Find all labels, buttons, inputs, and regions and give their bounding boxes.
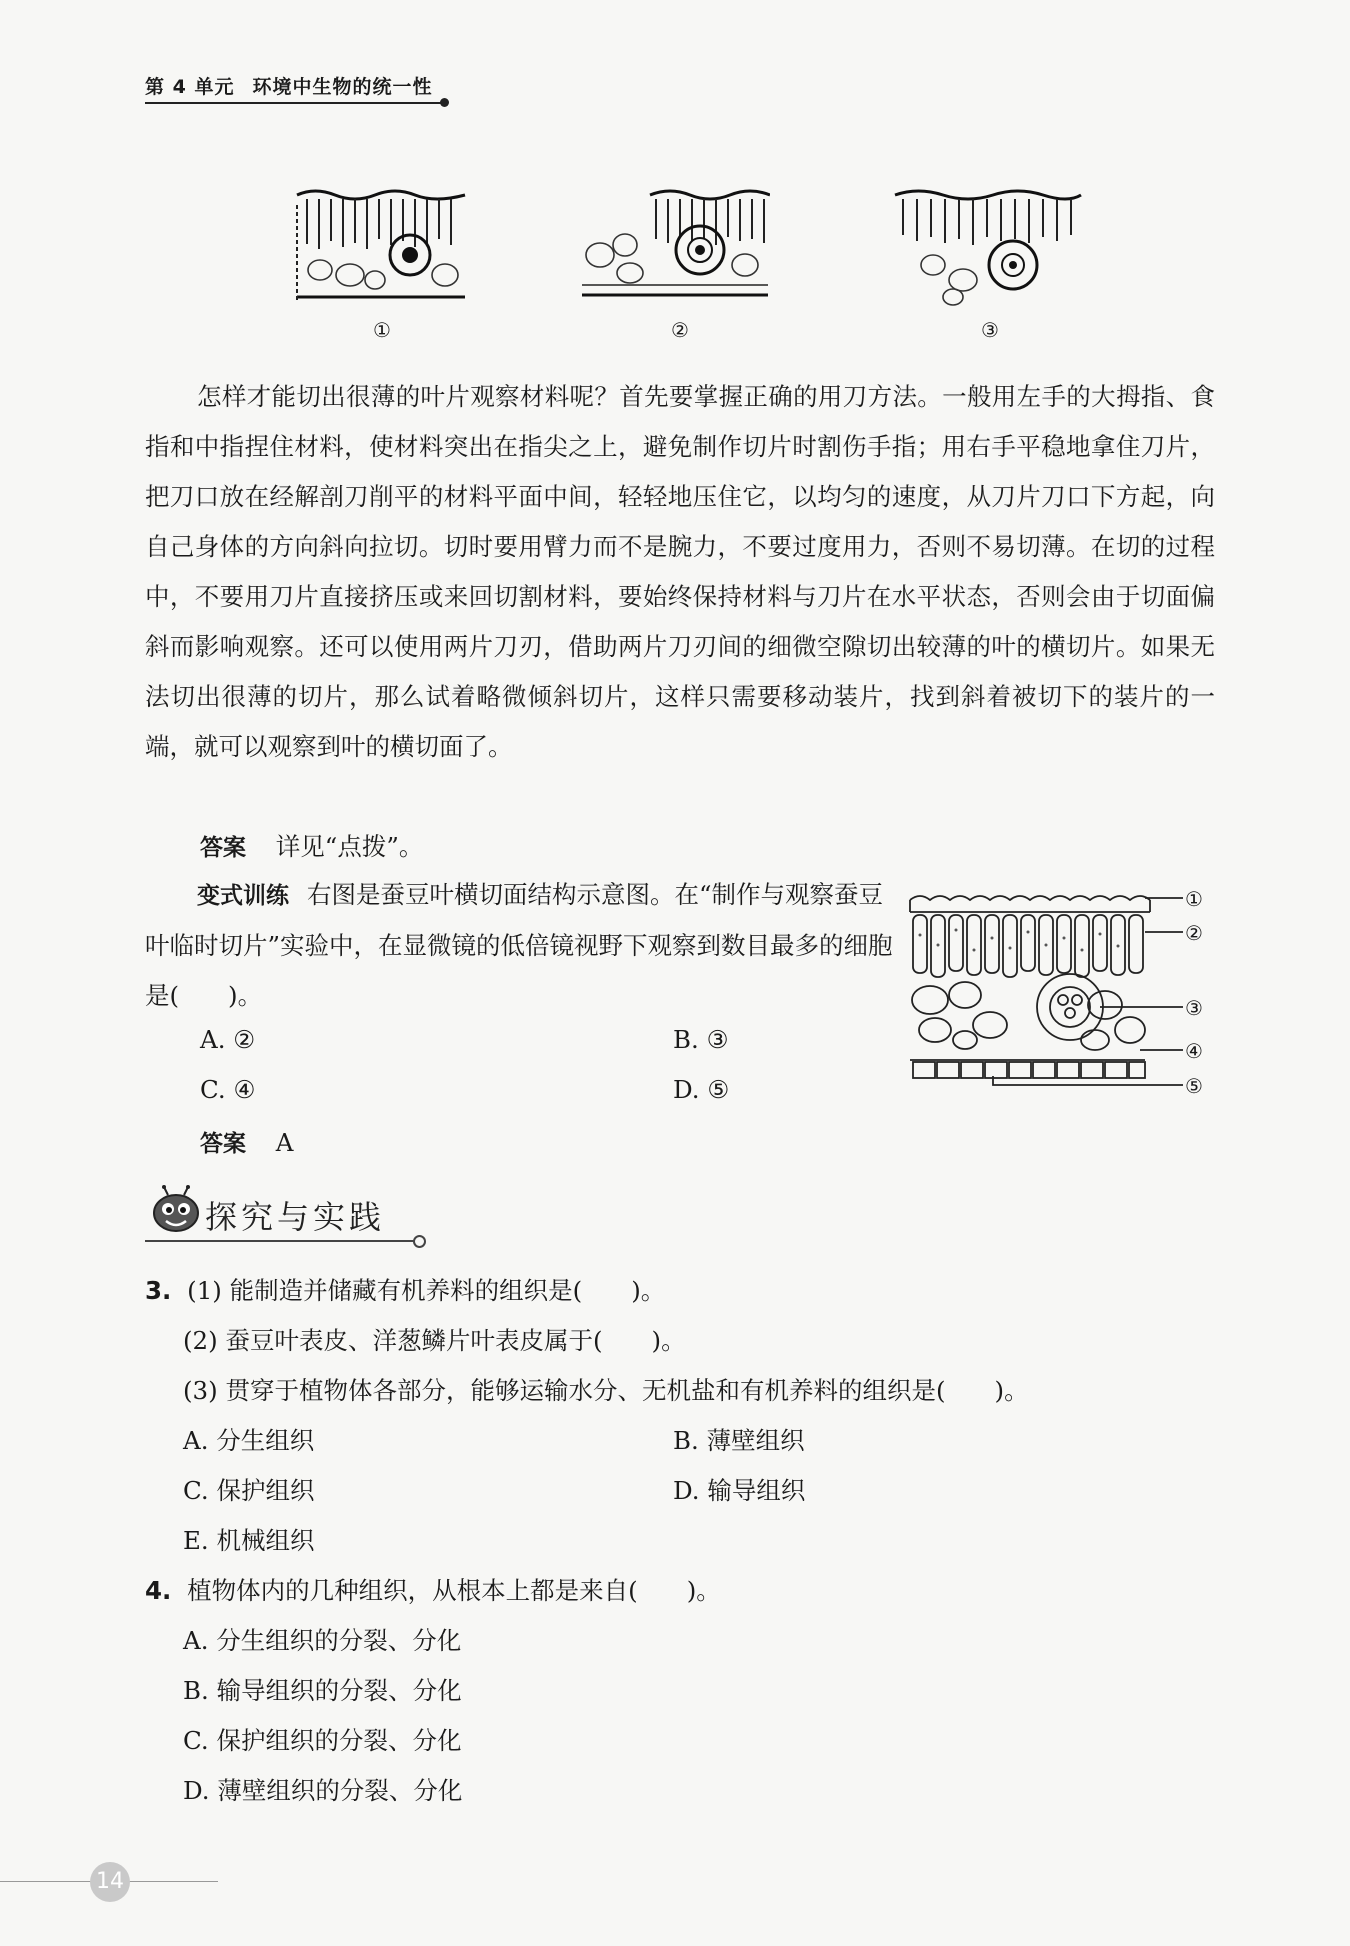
q3-option-c: C. 保护组织 (183, 1476, 315, 1505)
q3-option-e: E. 机械组织 (183, 1526, 315, 1555)
answer-label-2: 答案 (200, 1131, 246, 1157)
q4-option-d: D. 薄壁组织的分裂、分化 (183, 1776, 463, 1805)
section-title: 探究与实践 (205, 1198, 386, 1236)
figure-label-1: ① (373, 318, 391, 342)
question-3-sub2: (2) 蚕豆叶表皮、洋葱鳞片叶表皮属于( )。 (183, 1326, 686, 1355)
page-number-rule-left (0, 1881, 92, 1882)
option-d: D. ⑤ (673, 1075, 730, 1104)
cutting-method-paragraph (145, 372, 1215, 772)
question-4-stem: 植物体内的几种组织，从根本上都是来自( )。 (187, 1576, 721, 1605)
figure-label-3: ③ (981, 318, 999, 342)
q3-option-b: B. 薄壁组织 (673, 1426, 805, 1455)
unit-header (145, 72, 450, 99)
option-c: C. ④ (200, 1075, 256, 1104)
leaf-section-figure-2 (580, 185, 770, 305)
question-4-number: 4. (145, 1576, 172, 1605)
unit-number: 第 4 单元 (145, 76, 235, 98)
q3-option-d: D. 输导组织 (673, 1476, 806, 1505)
q4-option-a: A. 分生组织的分裂、分化 (183, 1626, 462, 1655)
diagram-label-4: ④ (1185, 1039, 1203, 1063)
question-3-part-1 (145, 1272, 665, 1307)
page-number-rule-right (128, 1881, 218, 1882)
answer-row-1 (200, 828, 423, 863)
unit-title: 环境中生物的统一性 (252, 76, 433, 98)
diagram-label-5: ⑤ (1185, 1074, 1203, 1098)
question-3-sub1: (1) 能制造并储藏有机养料的组织是( )。 (187, 1276, 666, 1305)
question-3-number: 3. (145, 1276, 172, 1305)
paragraph-text: 怎样才能切出很薄的叶片观察材料呢？首先要掌握正确的用刀方法。一般用左手的大拇指、食指和中指捏住材料，使材料突出在指尖之上，避免制作切片时割伤手指；用右手平稳地拿住刀片，把刀口放在经解剖刀削平的材料平面中间，轻轻地压住它，以均匀的速度，从刀片刀口下方起，向自己身体的方向斜向拉切。切时要用臂力而不是腕力，不要过度用力，否则不易切薄。在切的过程中，不要用刀片直接挤压或来回切割材料，要始终保持材料与刀片在水平状态，否则会由于切面偏斜而影响观察。还可以使用两片刀刃，借助两片刀刃间的细微空隙切出较薄的叶的横切片。如果无法切出很薄的切片，那么试着略微倾斜切片，这样只需要移动装片，找到斜着被切下的装片的一端，就可以观察到叶的横切面了。 (145, 382, 1215, 761)
diagram-label-2: ② (1185, 921, 1203, 945)
broad-bean-leaf-diagram (905, 890, 1210, 1095)
diagram-label-1: ① (1185, 887, 1203, 911)
variant-label: 变式训练 (197, 883, 289, 909)
mascot-icon (150, 1185, 202, 1235)
answer-label: 答案 (200, 835, 246, 861)
section-rule (145, 1240, 415, 1242)
leaf-section-figure-1 (295, 185, 470, 310)
answer-text: 详见“点拨”。 (275, 832, 424, 861)
variant-exercise (145, 870, 895, 1021)
question-4-stem-row (145, 1572, 721, 1607)
question-3-sub3: (3) 贯穿于植物体各部分，能够运输水分、无机盐和有机养料的组织是( )。 (183, 1376, 1029, 1405)
q4-option-c: C. 保护组织的分裂、分化 (183, 1726, 462, 1755)
figure-label-2: ② (671, 318, 689, 342)
q3-option-a: A. 分生组织 (183, 1426, 315, 1455)
leaf-section-figure-3 (893, 185, 1083, 310)
q4-option-b: B. 输导组织的分裂、分化 (183, 1676, 462, 1705)
option-a: A. ② (200, 1025, 256, 1054)
answer-row-2 (200, 1125, 294, 1158)
answer-text-2: A (275, 1128, 294, 1157)
page-number: 14 (90, 1862, 130, 1902)
header-rule-dot (440, 98, 449, 107)
variant-question: 右图是蚕豆叶横切面结构示意图。在“制作与观察蚕豆叶临时切片”实验中，在显微镜的低倍镜视野下观察到数目最多的细胞是( )。 (145, 880, 893, 1010)
header-rule (145, 102, 445, 104)
section-rule-dot (413, 1235, 426, 1248)
diagram-label-3: ③ (1185, 996, 1203, 1020)
option-b: B. ③ (673, 1025, 729, 1054)
